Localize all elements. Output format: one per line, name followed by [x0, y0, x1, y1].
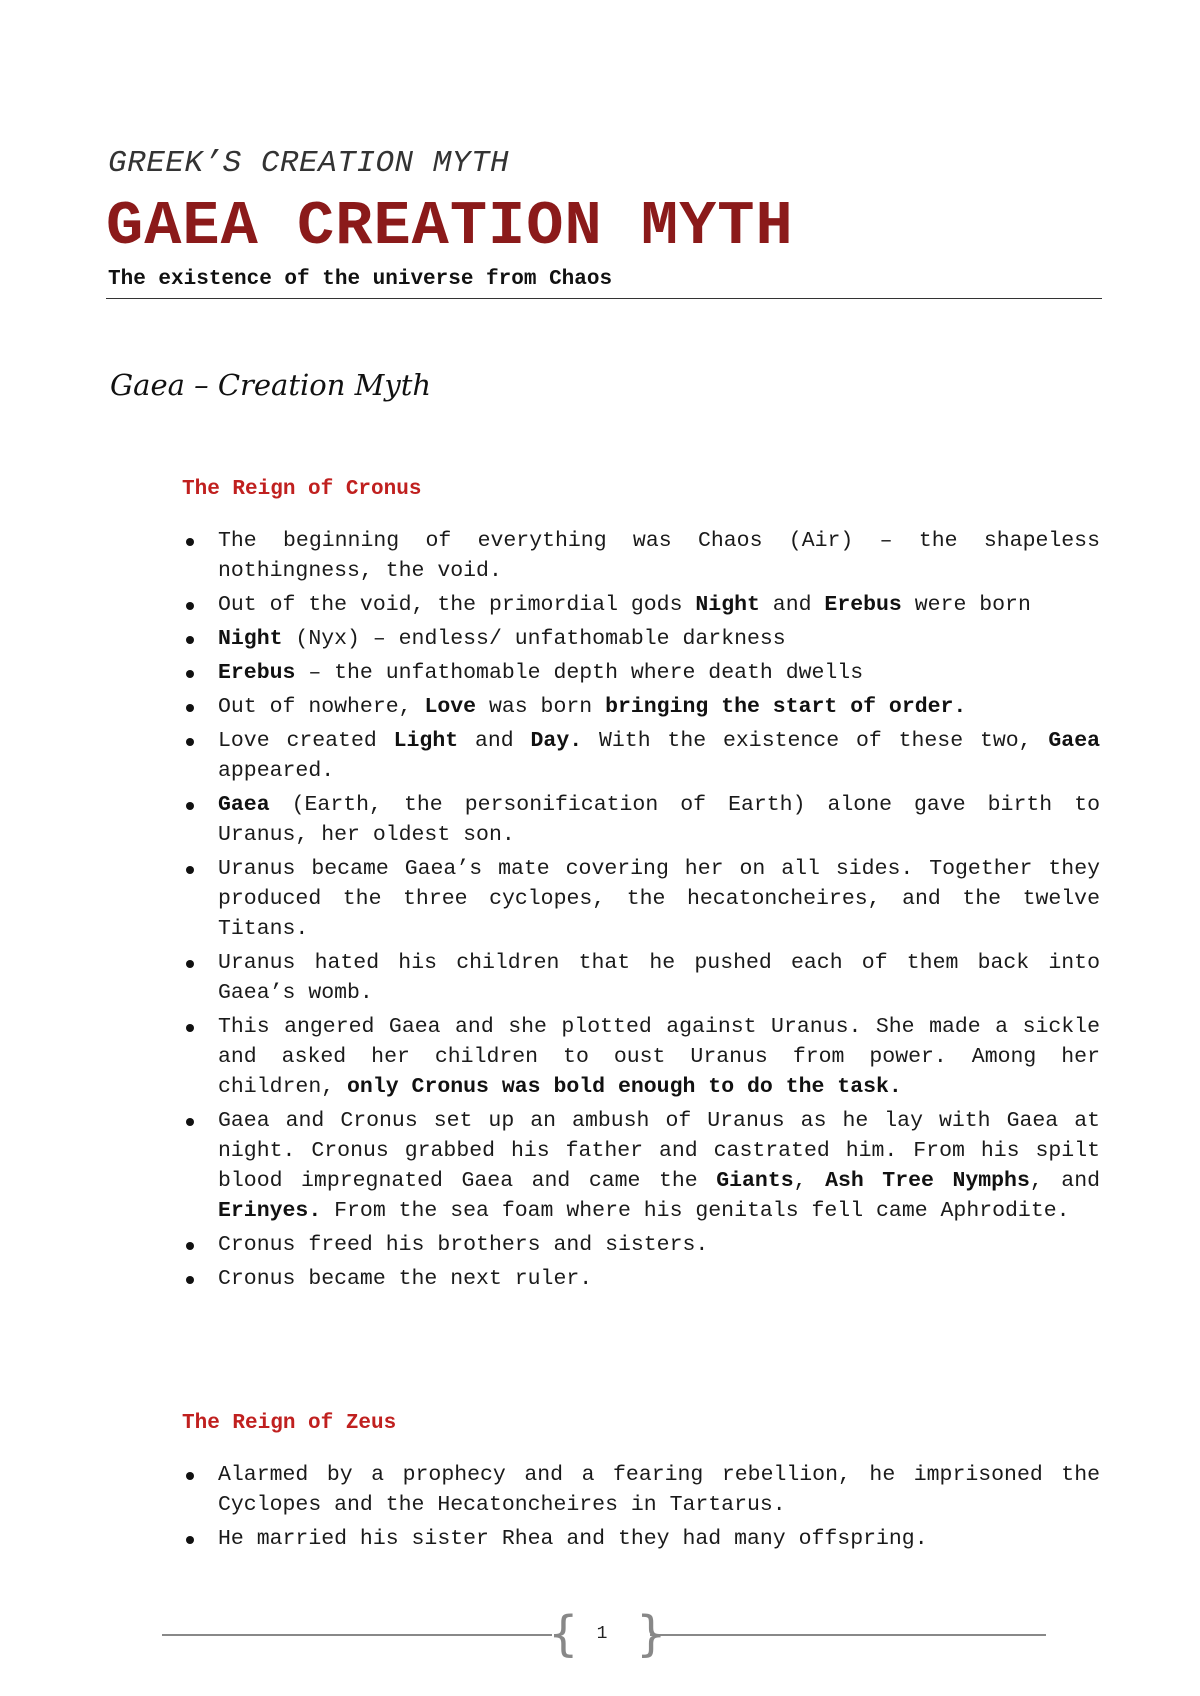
bullet-list-zeus: [182, 1460, 1100, 1558]
section-heading-zeus: The Reign of Zeus: [182, 1412, 397, 1435]
list-item: The beginning of everything was Chaos (Air) – the shapeless nothingness, the void.: [182, 526, 1100, 586]
list-item: Uranus became Gaea’s mate covering her on all sides. Together they produced the three cyclopes, the hecatoncheires, and the twelve Titans.: [182, 854, 1100, 944]
document-title: GAEA CREATION MYTH: [106, 191, 794, 262]
list-item: Love created Light and Day. With the existence of these two, Gaea appeared.: [182, 726, 1100, 786]
title-divider: [106, 298, 1102, 299]
list-item: Erebus – the unfathomable depth where death dwells: [182, 658, 1100, 688]
document-kicker: GREEK’S CREATION MYTH: [108, 146, 510, 181]
list-item: Night (Nyx) – endless/ unfathomable darkness: [182, 624, 1100, 654]
list-item: This angered Gaea and she plotted against Uranus. She made a sickle and asked her children to oust Uranus from power. Among her children, only Cronus was bold enough to do the task.: [182, 1012, 1100, 1102]
footer-rule-right: [650, 1634, 1046, 1636]
list-item: Out of nowhere, Love was born bringing the start of order.: [182, 692, 1100, 722]
list-item: Gaea and Cronus set up an ambush of Uranus as he lay with Gaea at night. Cronus grabbed his father and castrated him. From his spilt blood impregnated Gaea and came the Giants, Ash Tree Nymphs, and Erinyes. From the sea foam where his genitals fell came Aphrodite.: [182, 1106, 1100, 1226]
footer-brace-left: {: [548, 1606, 579, 1662]
list-item: Cronus became the next ruler.: [182, 1264, 1100, 1294]
list-item: Out of the void, the primordial gods Night and Erebus were born: [182, 590, 1100, 620]
page-number: 1: [596, 1624, 608, 1644]
section-heading-cronus: The Reign of Cronus: [182, 478, 422, 501]
footer-brace-right: }: [636, 1606, 667, 1662]
list-item: He married his sister Rhea and they had many offspring.: [182, 1524, 1100, 1554]
document-tagline: The existence of the universe from Chaos: [108, 268, 613, 291]
footer-rule-left: [162, 1634, 552, 1636]
list-item: Alarmed by a prophecy and a fearing rebellion, he imprisoned the Cyclopes and the Hecatoncheires in Tartarus.: [182, 1460, 1100, 1520]
bullet-list-cronus: [182, 526, 1100, 1298]
section-title: Gaea – Creation Myth: [110, 368, 432, 402]
list-item: Uranus hated his children that he pushed each of them back into Gaea’s womb.: [182, 948, 1100, 1008]
list-item: Gaea (Earth, the personification of Earth) alone gave birth to Uranus, her oldest son.: [182, 790, 1100, 850]
list-item: Cronus freed his brothers and sisters.: [182, 1230, 1100, 1260]
